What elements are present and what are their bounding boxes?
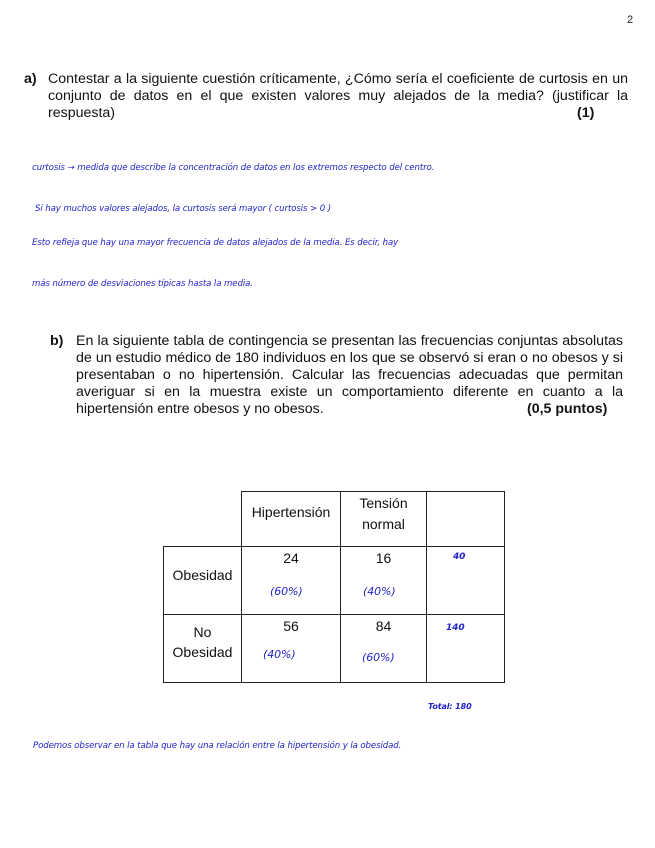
answer-a-line-2: Si hay muchos valores alejados, la curtosis será mayor ( curtosis > 0 ) — [35, 204, 332, 214]
answer-a-line-3: Esto refleja que hay una mayor frecuencia de datos alejados de la media. Es decir, hay — [32, 238, 399, 248]
table-line — [163, 682, 505, 683]
conclusion-text: Podemos observar en la tabla que hay una relación entre la hipertensión y la obesidad. — [33, 741, 402, 751]
table-line — [504, 491, 505, 683]
table-line — [426, 491, 427, 683]
cell-obesidad-total: 40 — [453, 552, 466, 562]
question-a-text: Contestar a la siguiente cuestión críticamente, ¿Cómo sería el coeficiente de curtosis en un conjunto de datos en el que existen valores muy alejados de la media? (justificar la respuesta) — [48, 71, 628, 121]
question-b-letter: b) — [50, 333, 64, 349]
table-line — [241, 491, 505, 492]
cell-obesidad-hiper-pct: (60%) — [270, 585, 303, 598]
answer-a-line-4: más número de desviaciones típicas hasta la media. — [32, 279, 253, 289]
cell-obesidad-normal-pct: (40%) — [363, 585, 396, 598]
header-tension: Tensión — [359, 495, 408, 511]
table-line — [163, 546, 505, 547]
page-number: 2 — [627, 14, 634, 26]
header-hipertension: Hipertensión — [251, 504, 331, 520]
row-label-obesidad: Obesidad — [172, 567, 233, 583]
row-label-obesidad-2: Obesidad — [172, 644, 233, 660]
table-line — [163, 614, 505, 615]
row-label-no: No — [193, 624, 212, 640]
answer-a-line-1: curtosis → medida que describe la concentración de datos en los extremos respecto del centro. — [32, 163, 435, 173]
question-b-text: En la siguiente tabla de contingencia se presentan las frecuencias conjuntas absolutas de un estudio médico de 180 individuos en los que se observó si eran o no obesos y si presentaban o no hipertensión. Calcular las frecuencias adecuadas que permitan averiguar si en la muestra existe un comportamiento diferente en cuanto a la hipertensión entre obesos y no obesos. — [76, 333, 623, 417]
header-normal: normal — [362, 516, 405, 532]
question-a-letter: a) — [24, 71, 37, 87]
cell-noobesidad-normal-pct: (60%) — [362, 651, 395, 664]
question-b-points: (0,5 puntos) — [527, 401, 608, 417]
cell-obesidad-normal: 16 — [375, 550, 392, 566]
grand-total: Total: 180 — [428, 702, 472, 711]
cell-obesidad-hiper: 24 — [283, 550, 299, 566]
cell-noobesidad-total: 140 — [446, 623, 465, 633]
cell-noobesidad-hiper-pct: (40%) — [263, 648, 296, 661]
cell-noobesidad-hiper: 56 — [283, 618, 299, 634]
cell-noobesidad-normal: 84 — [375, 618, 392, 634]
question-a-points: (1) — [577, 105, 595, 121]
